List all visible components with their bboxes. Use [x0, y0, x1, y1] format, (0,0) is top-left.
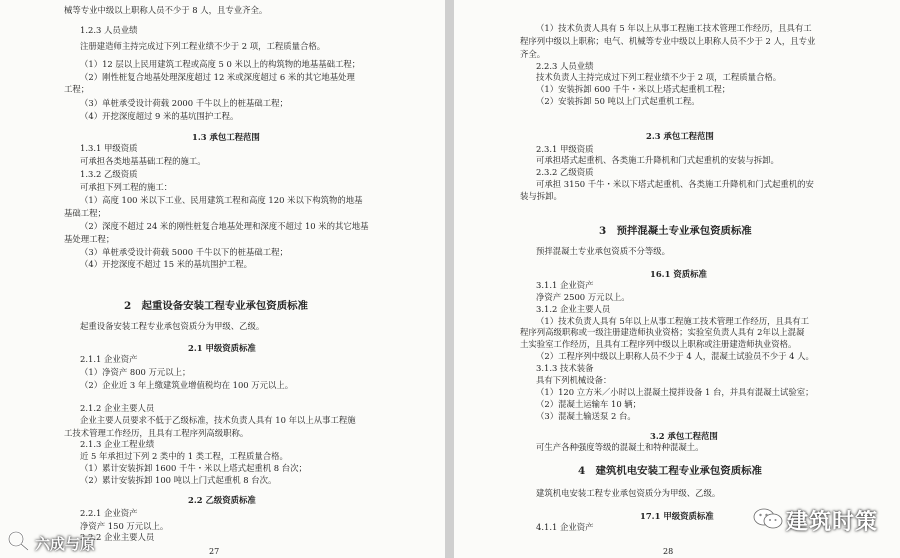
section-heading: 2.2 乙级资质标准: [188, 495, 256, 505]
text-line: 2.1.3 企业工程业绩: [80, 439, 155, 449]
text-line: （2）刚性桩复合地基处理深度超过 12 米或深度超过 6 米的其它地基处理: [80, 72, 355, 82]
text-line: 近 5 年承担过下列 2 类中的 1 类工程，工程质量合格。: [80, 451, 288, 461]
section-heading: 16.1 资质标准: [650, 269, 707, 279]
chapter-heading: 2 起重设备安装工程专业承包资质标准: [124, 300, 308, 312]
text-line: 预拌混凝土专业承包资质不分等级。: [536, 246, 670, 256]
section-heading: 2.1 甲级资质标准: [188, 343, 256, 353]
section-heading: 2.3 承包工程范围: [646, 131, 714, 141]
text-line: 土实验室工作经历，且具有工程序列中级以上职称或注册建造师执业资格。: [520, 339, 797, 349]
wechat-icon: [752, 506, 784, 536]
text-line: （4）开挖深度不超过 15 米的基坑围护工程。: [80, 259, 253, 269]
text-line: 技术负责人主持完成过下列工程业绩不少于 2 项，工程质量合格。: [536, 72, 782, 82]
text-line: 械等专业中级以上职称人员不少于 8 人，且专业齐全。: [64, 5, 268, 15]
text-line: 具有下列机械设备：: [536, 375, 612, 385]
page-number: 28: [663, 547, 674, 556]
text-line: （1）技术负责人具有 5年以上从事工程施工技术管理工作经历，且具有工: [536, 316, 809, 326]
text-line: 1.3.2 乙级资质: [80, 169, 138, 179]
text-line: 注册建造师主持完成过下列工程业绩不少于 2 项，工程质量合格。: [80, 41, 326, 51]
text-line: 2.2.3 人员业绩: [536, 61, 594, 71]
section-heading: 1.3 承包工程范围: [192, 132, 260, 142]
text-line: 程序列高级职称或一级注册建造师执业资格；实验室负责人具有 2年以上混凝: [520, 327, 805, 337]
text-line: 2.1.2 企业主要人员: [80, 403, 155, 413]
text-line: （1）净资产 800 万元以上；: [80, 367, 191, 377]
text-line: 基处理工程；: [64, 234, 115, 244]
text-line: （1）安装拆卸 600 千牛・米以上塔式起重机工程；: [536, 84, 731, 94]
text-line: （1）技术负责人具有 5 年以上从事工程施工技术管理工作经历，且具有工: [536, 23, 812, 33]
page-number: 27: [209, 547, 220, 556]
text-line: 2.2.1 企业资产: [80, 508, 138, 518]
text-line: 齐全。: [520, 49, 546, 59]
text-line: 2.1.1 企业资产: [80, 354, 138, 364]
text-line: （4）开挖深度超过 9 米的基坑围护工程。: [80, 111, 239, 121]
text-line: 工程；: [64, 84, 90, 94]
text-line: （1）高度 100 米以下工业、民用建筑工程和高度 120 米以下构筑物的地基: [80, 195, 363, 205]
text-line: 2.2.2 企业主要人员: [80, 532, 155, 542]
text-line: 2.3.1 甲级资质: [536, 144, 594, 154]
text-line: 3.1.3 技术装备: [536, 363, 594, 373]
right-page: [454, 0, 900, 558]
text-line: 可承担各类地基基础工程的施工。: [80, 156, 206, 166]
text-line: （2）工程序列中级以上职称人员不少于 4 人，混凝土试验员不少于 4 人。: [536, 351, 814, 361]
left-page: [0, 0, 445, 558]
text-line: 起重设备安装工程专业承包资质分为甲级、乙级。: [80, 321, 265, 331]
text-line: 建筑机电安装工程专业承包资质分为甲级、乙级。: [536, 488, 721, 498]
text-line: （2）混凝土运输车 10 辆；: [536, 399, 642, 409]
text-line: （3）单桩承受设计荷载 5000 千牛以下的桩基础工程；: [80, 247, 288, 257]
chapter-heading: 4 建筑机电安装工程专业承包资质标准: [578, 465, 762, 477]
text-line: 1.3.1 甲级资质: [80, 143, 138, 153]
text-line: 2.3.2 乙级资质: [536, 167, 594, 177]
text-line: 装与拆卸。: [520, 191, 562, 201]
text-line: 净资产 150 万元以上。: [80, 521, 169, 531]
text-line: （2）累计安装拆卸 100 吨以上门式起重机 8 台次。: [80, 475, 277, 485]
chapter-heading: 3 预拌混凝土专业承包资质标准: [599, 225, 752, 237]
text-line: （3）混凝土输送泵 2 台。: [536, 411, 636, 421]
section-heading: 17.1 甲级资质标准: [640, 511, 714, 521]
text-line: 3.1.1 企业资产: [536, 280, 594, 290]
text-line: 4.1.1 企业资产: [536, 522, 594, 532]
text-line: （3）单桩承受设计荷载 2000 千牛以上的桩基础工程；: [80, 98, 288, 108]
text-line: （2）安装拆卸 50 吨以上门式起重机工程。: [536, 96, 700, 106]
text-line: （1）120 立方米／小时以上混凝土搅拌设备 1 台，并具有混凝土试验室；: [536, 387, 814, 397]
section-heading: 3.2 承包工程范围: [650, 431, 718, 441]
text-line: 企业主要人员要求不低于乙级标准，技术负责人具有 10 年以上从事工程施: [80, 415, 356, 425]
text-line: 可生产各种强度等级的混凝土和特种混凝土。: [536, 442, 704, 452]
watermark-text: 建筑时策: [786, 510, 879, 535]
text-line: 可承担 3150 千牛・米以下塔式起重机、各类施工升降机和门式起重机的安: [536, 179, 814, 189]
page-gutter: [445, 0, 454, 558]
text-line: （1）累计安装拆卸 1600 千牛・米以上塔式起重机 8 台次；: [80, 463, 307, 473]
text-line: 1.2.3 人员业绩: [80, 25, 138, 35]
watermark-text: 六成与原: [35, 535, 96, 553]
text-line: （2）深度不超过 24 米的刚性桩复合地基处理和深度不超过 10 米的其它地基: [80, 221, 369, 231]
logo-icon: [6, 529, 34, 557]
text-line: 基础工程；: [64, 208, 106, 218]
text-line: （1）12 层以上民用建筑工程或高度 5 0 米以上的构筑物的地基基础工程；: [80, 59, 361, 69]
text-line: 工技术管理工作经历，且具有工程序列高级职称。: [64, 428, 249, 438]
text-line: 程序列中级以上职称；电气、机械等专业中级以上职称人员不少于 2 人，且专业: [520, 36, 816, 46]
text-line: 可承担下列工程的施工：: [80, 182, 173, 192]
text-line: 净资产 2500 万元以上。: [536, 292, 630, 302]
text-line: 3.1.2 企业主要人员: [536, 304, 611, 314]
text-line: 可承担塔式起重机、各类施工升降机和门式起重机的安装与拆卸。: [536, 155, 779, 165]
text-line: （2）企业近 3 年上缴建筑业增值税均在 100 万元以上。: [80, 380, 294, 390]
